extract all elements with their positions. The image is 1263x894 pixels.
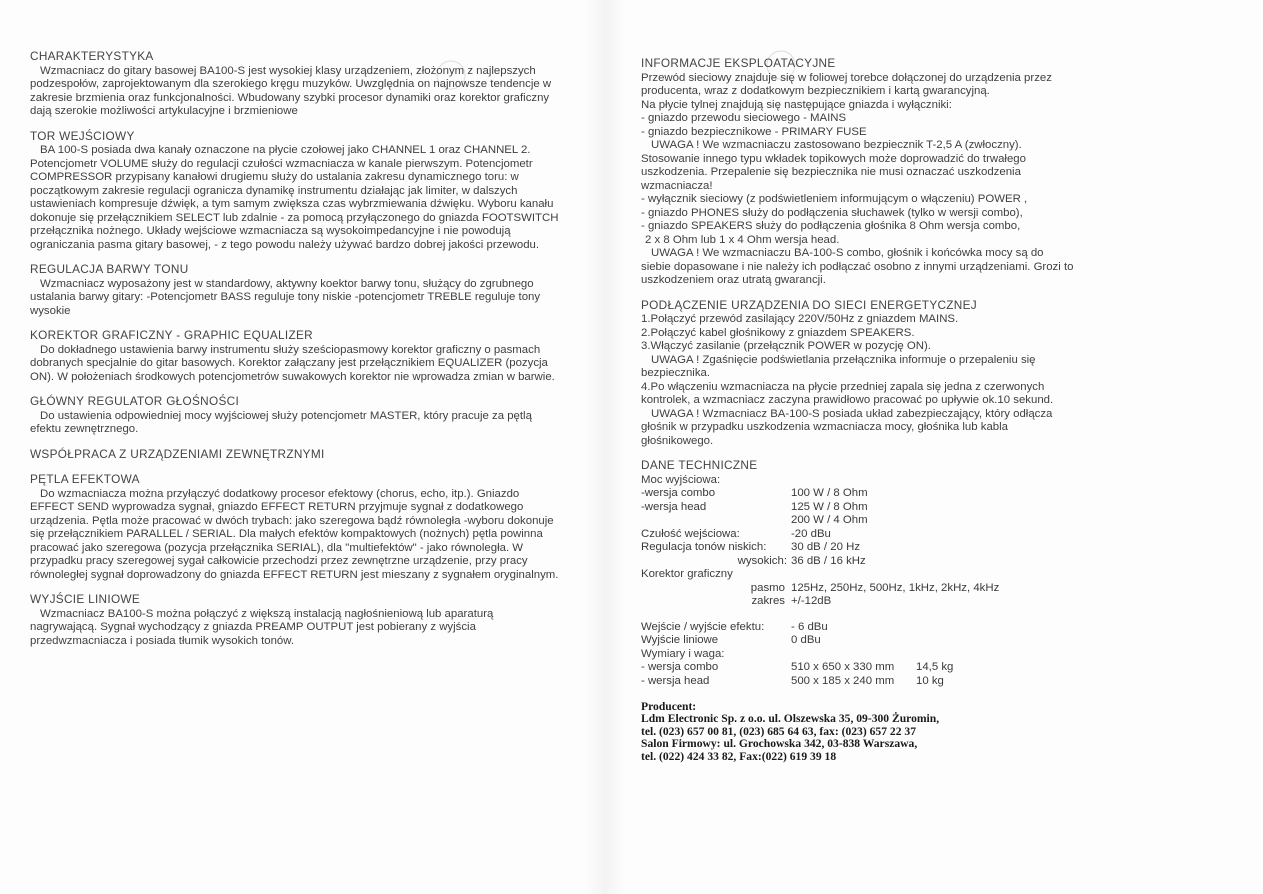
text-glowny-regulator: Do ustawienia odpowiedniej mocy wyjściowej służy potencjometr MASTER, który pracuje za pętlą efektu zewnętrznego. [30,409,532,435]
connect-line: głośnik w przypadku uszkodzenia wzmacniacza mocy, głośnika lub kabla [641,421,1008,433]
spec-key: - wersja combo [641,661,719,673]
info-line: UWAGA ! We wzmacniaczu BA-100-S combo, głośnik i końcówka mocy są do [651,247,1044,259]
section-regulacja-barwy [30,263,560,318]
info-line: UWAGA ! We wzmacniaczu zastosowano bezpiecznik T-2,5 A (zwłoczny). [651,139,1022,151]
spec-row-head [641,501,1161,515]
spec-key: -wersja head [641,500,707,513]
spec-value: - 6 dBu [791,620,828,633]
section-wspolpraca [30,448,560,462]
spec-key: - wersja head [641,674,710,687]
text-regulacja-barwy: Wzmacniacz wyposażony jest w standardowy, aktywny koektor barwy tonu, służący do zgrubnego ustalania barwy gitary: -Potencjometr BASS reguluje tony niskie -potencjometr TREBLE reguluje tony wysokie [30,277,541,317]
spec-row-wymiary-combo [641,661,1161,675]
connect-line: 1.Połączyć przewód zasilający 220V/50Hz z gniazdem MAINS. [641,313,959,325]
info-line: - gniazdo PHONES służy do podłączenia słuchawek (tylko w wersji combo), [641,206,1023,219]
heading-glowny-regulator: GŁÓWNY REGULATOR GŁOŚNOŚCI [30,394,240,408]
text-korektor: Do dokładnego ustawienia barwy instrumentu służy sześciopasmowy korektor graficzny o pasmach dobranych specjalnie do gitar basowych. Korektor załączany jest przełącznikiem EQUALIZER (pozycja ON). W położeniach środkowych potencjometrów suwakowych korektor nie wprowadza zmian w barwie. [30,343,555,383]
connect-line: kontrolek, a wzmacniacz zaczyna prawidłowo pracować po upływie ok.10 sekund. [641,394,1054,406]
section-podlaczenie [641,299,1161,449]
info-line: producenta, wraz z dodatkowym bezpiecznikiem i kartą gwarancyjną. [641,85,990,97]
info-line: siebie dopasowane i nie należy ich podłączać osobno z innymi urządzeniami. Grozi to [641,260,1074,273]
spec-value: 0 dBu [791,634,821,646]
spec-row-wymiary-head [641,675,1161,689]
section-producent [641,701,1161,763]
heading-wspolpraca: WSPÓŁPRACA Z URZĄDZENIAMI ZEWNĘTRZNYMI [30,446,325,461]
section-dane-techniczne [641,459,1161,688]
spec-key: -wersja combo [641,487,716,499]
spec-row-efekt [641,621,1161,635]
heading-regulacja-barwy: REGULACJA BARWY TONU [30,262,189,276]
text-wyjscie-liniowe: Wzmacniacz BA100-S można połączyć z większą instalacją nagłośnieniową lub aparaturą nagrywającą. Sygnał wychodzący z gniazda PREAMP OUTPUT jest pobierany z wyjścia przedwzmacniacza i posiada tłumik wysokich tonów. [30,607,494,647]
spec-value: +/-12dB [791,595,832,607]
spec-korektor-label: Korektor graficzny [641,568,733,580]
spec-weight: 10 kg [916,674,944,687]
info-line: uszkodzeniem oraz utratą gwarancji. [641,274,826,286]
spec-key: Czułość wejściowa: [641,527,740,540]
info-line: - wyłącznik sieciowy (z podświetleniem informującym o włączeniu) POWER , [641,193,1028,205]
spec-value: 500 x 185 x 240 mm [791,674,895,687]
spec-row-wysokich [641,555,1161,569]
info-line: - gniazdo przewodu sieciowego - MAINS [641,112,847,124]
spec-row-liniowe [641,634,1161,648]
info-line: - gniazdo bezpiecznikowe - PRIMARY FUSE [641,125,867,138]
heading-producent: Producent: [641,700,697,713]
heading-korektor: KOREKTOR GRAFICZNY - GRAPHIC EQUALIZER [30,328,313,342]
spec-row-head-2 [641,514,1161,528]
spacer [641,609,1161,621]
spec-value: 125Hz, 250Hz, 500Hz, 1kHz, 2kHz, 4kHz [791,581,1000,594]
spec-key-empty [641,514,791,528]
spec-value: 30 dB / 20 Hz [791,541,861,553]
connect-line: UWAGA ! Zgaśnięcie podświetlania przełącznika informuje o przepaleniu się [651,353,1036,366]
text-tor-wejsciowy: BA 100-S posiada dwa kanały oznaczone na płycie czołowej jako CHANNEL 1 oraz CHANNEL 2. Potencjometr VOLUME służy do regulacji czułości wzmacniacza w kanale pierwszym. Potencjometr COMPRESSOR przypisany kanałowi drugiemu służy do ustalania zakresu dynamicznego toru: w początkowym zakresie regulacji ogranicza dynamikę instrumentu działając jak limiter, w dalszych ustawieniach kompresuje dźwięk, a tym samym zwiększa czas wybrzmiewania dźwięku. Wyboru kanału dokonuje się przełącznikiem SELECT lub zdalnie - za pomocą przyłączonego do gniazda FOOTSWITCH przełącznika nożnego. Układy wejściowe wzmacniacza są wysokoimpedancyjne i nie powodują ograniczania pasma gitary basowej, - z tego powodu należy używać bardzo dobrej jakości przewodu. [30,144,559,251]
spec-value: 125 W / 8 Ohm [791,500,868,513]
spec-key: zakres [751,595,785,607]
producer-line: tel. (023) 657 00 81, (023) 685 64 63, fax: (023) 657 22 37 [641,724,916,738]
spec-moc-label: Moc wyjściowa: [641,473,721,486]
connect-line: bezpiecznika. [641,367,711,379]
heading-charakterystyka: CHARAKTERYSTYKA [30,49,154,63]
text-charakterystyka: Wzmacniacz do gitary basowej BA100-S jest wysokiej klasy urządzeniem, złożonym z najlepszych podzespołów, zaprojektowanym dla szerokiego kręgu muzyków. Uwzględnia on najnowsze tendencje w zakresie brzmienia oraz funkcjonalności. Wbudowany szybki procesor dynamiki oraz korektor graficzny dają szerokie możliwości artykulacyjne i brzmieniowe [30,64,552,117]
section-tor-wejsciowy [30,130,560,253]
heading-wyjscie-liniowe: WYJŚCIE LINIOWE [30,592,141,606]
info-line: Przewód sieciowy znajduje się w foliowej torebce dołączonej do urządzenia przez [641,71,1052,84]
heading-informacje: INFORMACJE EKSPLOATACYJNE [641,56,836,70]
connect-line: głośnikowego. [641,434,714,447]
heading-tor-wejsciowy: TOR WEJŚCIOWY [30,128,135,143]
spec-key: wysokich: [737,554,787,567]
section-wyjscie-liniowe [30,593,560,648]
spec-key: Regulacja tonów niskich: [641,541,767,553]
spec-key: Wyjście liniowe [641,634,719,646]
heading-podlaczenie: PODŁĄCZENIE URZĄDZENIA DO SIECI ENERGETYCZNEJ [641,297,977,312]
heading-dane-techniczne: DANE TECHNICZNE [641,458,758,472]
section-petla [30,473,560,582]
connect-line: 4.Po włączeniu wzmacniacza na płycie przedniej zapala się jedna z czerwonych [641,380,1045,393]
spec-row-czulosc [641,528,1161,542]
spec-value: -20 dBu [791,527,831,540]
left-column [30,50,560,659]
heading-petla: PĘTLA EFEKTOWA [30,472,140,486]
section-informacje [641,57,1161,288]
spec-value: 200 W / 4 Ohm [791,514,868,526]
spec-value: 36 dB / 16 kHz [791,554,866,567]
info-line: - gniazdo SPEAKERS służy do podłączenia głośnika 8 Ohm wersja combo, [641,220,1021,232]
producer-line: Salon Firmowy: ul. Grochowska 342, 03-838 Warszawa, [641,737,918,751]
connect-line: 2.Połączyć kabel głośnikowy z gniazdem SPEAKERS. [641,326,915,339]
right-column [641,57,1161,763]
producer-line: Ldm Electronic Sp. z o.o. ul. Olszewska 35, 09-300 Żuromin, [641,712,940,726]
section-korektor [30,329,560,384]
spec-weight: 14,5 kg [916,661,954,673]
spec-value: 510 x 650 x 330 mm [791,661,895,673]
spec-row-pasmo [641,582,1161,596]
spec-wymiary-label: Wymiary i waga: [641,647,725,660]
spec-row-combo [641,487,1161,501]
info-line: 2 x 8 Ohm lub 1 x 4 Ohm wersja head. [645,233,840,246]
connect-line: UWAGA ! Wzmacniacz BA-100-S posiada układ zabezpieczający, który odłącza [651,407,1053,420]
info-line: Na płycie tylnej znajdują się następujące gniazda i wyłączniki: [641,98,952,111]
spec-key: pasmo [750,581,785,594]
spec-key: Wejście / wyjście efektu: [641,620,765,633]
info-line: wzmacniacza! [641,179,713,192]
producer-line: tel. (022) 424 33 82, Fax:(022) 619 39 18 [641,749,837,763]
text-petla: Do wzmacniacza można przyłączyć dodatkowy procesor efektowy (chorus, echo, itp.). Gniazdo EFFECT SEND wyprowadza sygnał, gniazdo EFFECT RETURN przyjmuje sygnał z dodatkowego urządzenia. Pętla może pracować w dwóch trybach: jako szeregowa bądź równoległa -wyboru dokonuje się przełącznikiem PARALLEL / SERIAL. Dla małych efektów kompaktowych (nożnych) pętla powinna pracować jako szeregowa (pozycja przełącznika SERIAL), dla "multiefektów" - jako równoległa. W przypadku pracy szeregowej sygał całkowicie przechodzi przez zewnętrzne urządzenie, przy pracy równoległej sygnał doprowadzony do gniazda EFFECT RETURN jest mieszany z sygnałem oryginalnym. [30,487,559,581]
section-charakterystyka [30,50,560,119]
spec-row-zakres [641,595,1161,609]
info-line: uszkodzenia. Przepalenie się bezpiecznika nie musi oznaczać uszkodzenia [641,166,1021,178]
connect-line: 3.Włączyć zasilanie (przełącznik POWER w pozycję ON). [641,340,931,352]
section-glowny-regulator [30,395,560,437]
info-line: Stosowanie innego typu wkładek topikowych może doprowadzić do trwałego [641,152,1026,165]
spec-value: 100 W / 8 Ohm [791,487,868,499]
spec-row-regulacja [641,541,1161,555]
